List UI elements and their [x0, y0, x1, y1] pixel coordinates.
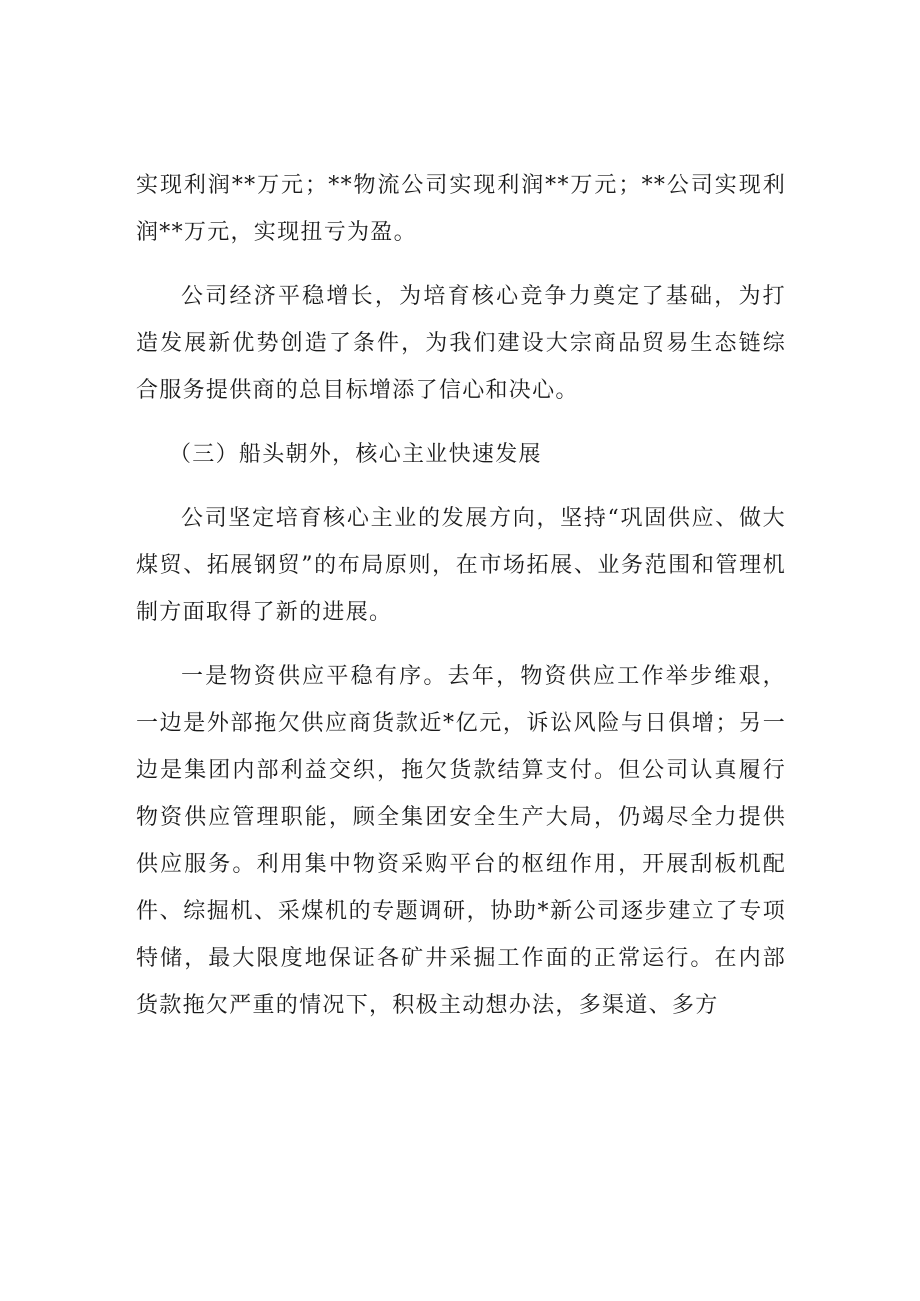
document-body: [136, 162, 786, 1046]
paragraph-growth-summary: 公司经济平稳增长，为培育核心竞争力奠定了基础，为打造发展新优势创造了条件，为我们建设大宗商品贸易生态链综合服务提供商的总目标增添了信心和决心。: [136, 284, 786, 403]
paragraph-continuation: 实现利润**万元；**物流公司实现利润**万元；**公司实现利润**万元，实现扭亏为盈。: [136, 173, 786, 245]
paragraph-core-business: 公司坚定培育核心主业的发展方向，坚持“巩固供应、做大煤贸、拓展钢贸”的布局原则，在市场拓展、业务范围和管理机制方面取得了新的进展。: [136, 506, 786, 625]
paragraph-supply: 一是物资供应平稳有序。去年，物资供应工作举步维艰，一边是外部拖欠供应商货款近*亿元，诉讼风险与日俱增；另一边是集团内部利益交织，拖欠货款结算支付。但公司认真履行物资供应管理职能，顾全集团安全生产大局，仍竭尽全力提供供应服务。利用集中物资采购平台的枢纽作用，开展刮板机配件、综掘机、采煤机的专题调研，协助*新公司逐步建立了专项特储，最大限度地保证各矿井采掘工作面的正常运行。在内部货款拖欠严重的情况下，积极主动想办法，多渠道、多方: [136, 664, 786, 1018]
section-heading: （三）船头朝外，核心主业快速发展: [169, 442, 542, 467]
